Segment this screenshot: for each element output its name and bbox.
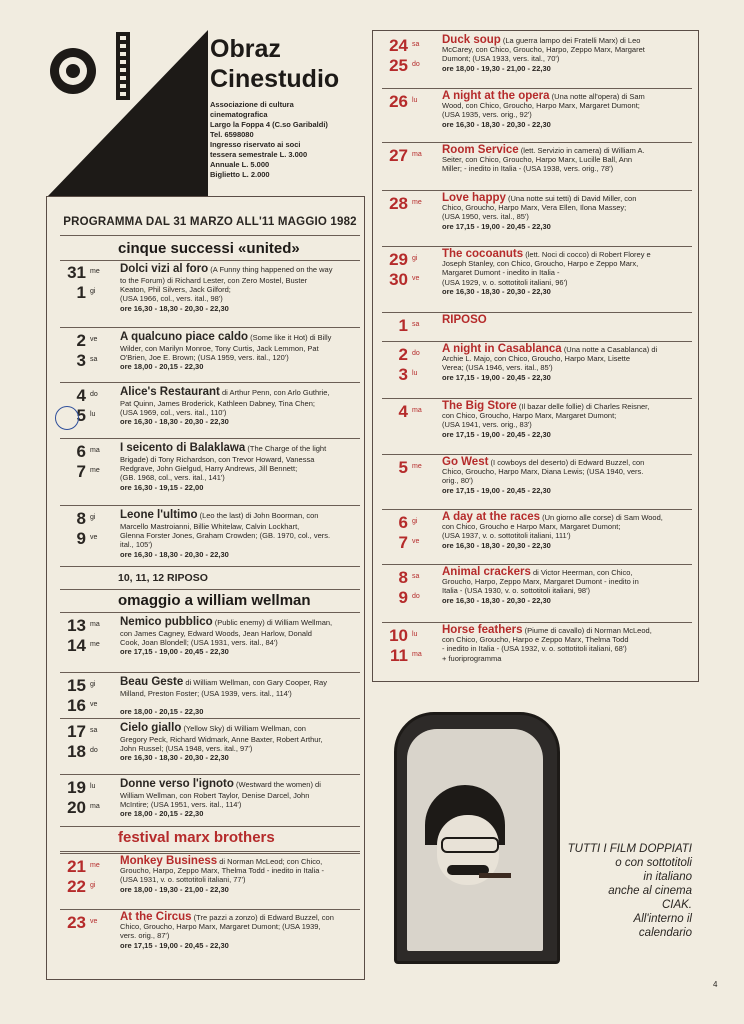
weekday: me <box>412 463 422 470</box>
weekday: do <box>412 350 420 357</box>
day-number: 23 <box>67 913 86 932</box>
film-title: Horse feathers <box>442 624 523 636</box>
program-entry <box>60 331 360 389</box>
entry-text <box>442 146 690 174</box>
film-desc: Chico, Groucho, Harpo Marx, Diana Lewis; (USA 1940, vers. <box>442 467 644 477</box>
film-desc: Redgrave, John Gielgud, Harry Andrews, Jill Bennett; <box>120 464 298 474</box>
program-entry <box>382 345 692 403</box>
pen-circle-mark <box>55 406 79 430</box>
film-desc: di Victor Heerman, con Chico, <box>532 568 633 577</box>
showtimes: ore 17,15 - 19,00 - 20,45 - 22,30 <box>442 221 551 231</box>
day-number: 25 <box>389 56 408 75</box>
film-desc: to the Forum) di Richard Lester, con Zero Mostel, Buster <box>120 276 308 285</box>
film-desc: (Leo the last) di John Boorman, con <box>199 511 319 520</box>
film-desc: + fuoriprogramma <box>442 653 502 663</box>
association-info: Associazione di cultura cinematografica Largo la Foppa 4 (C.so Garibaldi) Tel. 6598080 Ingresso riservato ai soci tessera semestrale L. 3.000 Annuale L. 5.000 Biglietto L. 2.000 <box>210 100 328 179</box>
weekday: gi <box>90 514 96 521</box>
entry-text <box>120 722 358 763</box>
film-desc: di Arthur Penn, con Arlo Guthrie, <box>221 388 330 397</box>
divider <box>382 190 692 191</box>
film-desc: (lett. Noci di cocco) di Robert Florey e <box>525 250 651 259</box>
film-title: Animal crackers <box>442 566 531 578</box>
film-desc: vers. orig., 87') <box>120 931 170 941</box>
day-number: 1 <box>76 283 86 302</box>
program-entry <box>382 626 692 684</box>
weekday: sa <box>412 321 420 328</box>
eye-logo-icon <box>50 48 96 94</box>
page-number: 4 <box>713 980 718 989</box>
day-number: 21 <box>67 857 86 876</box>
program-entry <box>60 857 360 915</box>
weekday: sa <box>90 356 98 363</box>
entry-dates <box>60 778 110 818</box>
entry-dates <box>382 568 432 608</box>
riposo-note: 10, 11, 12 RIPOSO <box>118 572 208 584</box>
film-desc: - inedito in Italia - (USA 1932, v. o. sottotitoli italiani, 68') <box>442 644 627 654</box>
showtimes: ore 17,15 - 19,00 - 20,45 - 22,30 <box>120 647 229 657</box>
day-number: 15 <box>67 676 86 695</box>
film-title: A night in Casablanca <box>442 343 562 355</box>
weekday: gi <box>90 288 96 295</box>
weekday: lu <box>412 97 418 104</box>
showtimes: ore 18,00 - 20,15 - 22,30 <box>120 362 204 372</box>
program-entry <box>60 386 360 444</box>
film-desc: Chico, Groucho, Harpo Marx, Vera Ellen, Ilona Massey; <box>442 203 627 213</box>
entry-dates <box>382 146 432 186</box>
showtimes: ore 16,30 - 18,30 - 20,30 - 22,30 <box>442 595 551 605</box>
film-title: Leone l'ultimo <box>120 509 198 521</box>
film-title: At the Circus <box>120 911 192 923</box>
film-title: The cocoanuts <box>442 248 524 260</box>
day-number: 17 <box>67 722 86 741</box>
divider <box>60 853 360 854</box>
weekday: ve <box>90 701 98 708</box>
divider <box>382 142 692 143</box>
showtimes: ore 16,30 - 18,30 - 20,30 - 22,30 <box>120 753 229 763</box>
entry-text <box>442 316 690 344</box>
film-title: Duck soup <box>442 34 501 46</box>
entry-dates <box>382 92 432 132</box>
filmstrip-icon <box>116 32 130 100</box>
film-desc: Pat Quinn, James Broderick, Kathleen Dabney, Tina Chen; <box>120 399 315 408</box>
film-title: Donne verso l'ignoto <box>120 778 234 790</box>
day-number: 26 <box>389 92 408 111</box>
weekday: ma <box>90 621 100 628</box>
film-title: The Big Store <box>442 400 517 412</box>
day-number: 20 <box>67 798 86 817</box>
divider <box>382 246 692 247</box>
day-number: 28 <box>389 194 408 213</box>
divider <box>382 509 692 510</box>
entry-text <box>442 194 690 231</box>
film-desc: (USA 1931, v. o. sottotitoli italiani, 77') <box>120 875 246 885</box>
program-entry <box>60 442 360 500</box>
film-desc: Glenna Forster Jones, Graham Crowden; (GB. 1970, col., vers. <box>120 531 331 541</box>
film-desc: Miller; - inedito in Italia - (USA 1938, vers. orig., 78') <box>442 164 614 174</box>
film-desc: (Public enemy) di William Wellman, <box>214 618 333 627</box>
film-desc: di Norman McLeod; con Chico, <box>219 857 323 866</box>
film-desc: con Chico, Groucho e Harpo Marx, Margaret Dumont; <box>442 522 621 532</box>
entry-dates <box>382 250 432 290</box>
film-desc: con Chico, Groucho, Harpo e Zeppo Marx, Thelma Todd <box>442 635 629 645</box>
showtimes: ore 17,15 - 19,00 - 20,45 - 22,30 <box>442 485 551 495</box>
entry-dates <box>60 263 110 303</box>
weekday: do <box>90 747 98 754</box>
divider <box>60 505 360 506</box>
divider <box>60 382 360 383</box>
weekday: gi <box>412 255 418 262</box>
divider <box>382 622 692 623</box>
program-entry <box>382 513 692 571</box>
section-united: cinque successi «united» <box>118 240 300 257</box>
weekday: lu <box>90 783 96 790</box>
day-number: 22 <box>67 877 86 896</box>
film-desc: McIntire; (USA 1951, vers. ital., 114') <box>120 800 242 810</box>
film-desc: Seiter, con Chico, Groucho, Harpo Marx, Lucille Ball, Ann <box>442 155 633 165</box>
film-desc: William Wellman, con Robert Taylor, Denise Darcel, John <box>120 791 310 800</box>
film-desc: con James Cagney, Edward Woods, Jean Harlow, Donald <box>120 629 312 638</box>
film-desc: (A Funny thing happened on the way <box>210 265 333 274</box>
divider <box>382 398 692 399</box>
film-desc: di William Wellman, con Gary Cooper, Ray <box>185 678 327 687</box>
day-number: 6 <box>76 442 86 461</box>
entry-text <box>120 616 358 657</box>
day-number: 2 <box>76 331 86 350</box>
showtimes: ore 18,00 - 20,15 - 22,30 <box>120 809 204 819</box>
showtimes: ore 18,00 - 20,15 - 22,30 <box>120 707 204 717</box>
film-desc: (La guerra lampo dei Fratelli Marx) di Leo <box>502 36 641 45</box>
film-title: Go West <box>442 456 489 468</box>
weekday: ve <box>412 538 420 545</box>
entry-dates <box>382 345 432 385</box>
film-title: Dolci vizi al foro <box>120 263 209 275</box>
divider <box>60 851 360 852</box>
program-entry <box>382 194 692 252</box>
film-desc: Italia - (USA 1930, v. o. sottotitoli italiani, 98') <box>442 586 591 596</box>
film-desc: (Una notte a Casablanca) di <box>563 345 658 354</box>
film-desc: Chico, Groucho, Harpo Marx, Margaret Dumont; (USA 1939, <box>120 922 321 932</box>
entry-dates <box>382 194 432 234</box>
weekday: lu <box>90 411 96 418</box>
divider <box>382 454 692 455</box>
program-headline: PROGRAMMA DAL 31 MARZO ALL'11 MAGGIO 1982 <box>63 216 357 228</box>
divider <box>60 235 360 236</box>
divider <box>382 341 692 342</box>
film-desc: (USA 1950, vers. ital., 85') <box>442 212 529 222</box>
weekday: me <box>90 467 100 474</box>
film-desc: (Piume di cavallo) di Norman McLeod, <box>524 626 652 635</box>
film-desc: (USA 1937, v. o. sottotitoli italiani, 111') <box>442 531 571 541</box>
program-entry <box>382 458 692 516</box>
film-desc: (USA 1941, vers. orig., 83') <box>442 420 532 430</box>
entry-dates <box>60 509 110 549</box>
day-number: 5 <box>76 406 86 425</box>
program-entry <box>382 402 692 460</box>
entry-text <box>120 778 358 819</box>
day-number: 8 <box>76 509 86 528</box>
entry-text <box>120 913 358 950</box>
weekday: me <box>90 862 100 869</box>
program-entry <box>60 913 360 971</box>
film-desc: McCarey, con Chico, Groucho, Harpo, Zeppo Marx, Margaret <box>442 45 645 55</box>
film-desc: (Una notte sui tetti) di David Miller, con <box>508 194 637 203</box>
film-title: A qualcuno piace caldo <box>120 331 249 343</box>
divider <box>60 672 360 673</box>
weekday: ve <box>90 336 98 343</box>
film-desc: orig., 80') <box>442 476 474 486</box>
film-desc: (Westward the women) di <box>236 780 321 789</box>
day-number: 8 <box>398 568 408 587</box>
day-number: 30 <box>389 270 408 289</box>
film-desc: Dumont; (USA 1933, vers. ital., 70') <box>442 54 560 64</box>
weekday: ve <box>90 918 98 925</box>
day-number: 19 <box>67 778 86 797</box>
film-desc: Wilder, con Marilyn Monroe, Tony Curtis, Jack Lemmon, Pat <box>120 344 319 353</box>
weekday: gi <box>90 882 96 889</box>
weekday: sa <box>412 41 420 48</box>
weekday: ma <box>412 407 422 414</box>
showtimes: ore 16,30 - 19,15 - 22,00 <box>120 482 204 492</box>
film-desc: (Yellow Sky) di William Wellman, con <box>183 724 306 733</box>
entry-text <box>442 345 690 382</box>
film-title: A day at the races <box>442 511 541 523</box>
divider <box>382 88 692 89</box>
entry-text <box>120 263 358 313</box>
groucho-photo <box>394 712 560 964</box>
film-desc: (Un giorno alle corse) di Sam Wood, <box>542 513 663 522</box>
film-desc: John Russel; (USA 1948, vers. ital., 97') <box>120 744 253 754</box>
day-number: 27 <box>389 146 408 165</box>
film-title: Alice's Restaurant <box>120 386 220 398</box>
weekday: gi <box>412 518 418 525</box>
program-entry <box>60 509 360 567</box>
weekday: me <box>90 641 100 648</box>
film-title: Beau Geste <box>120 676 184 688</box>
day-number: 31 <box>67 263 86 282</box>
weekday: lu <box>412 370 418 377</box>
film-desc: Joseph Stanley, con Chico, Groucho, Harpo e Zeppo Marx, <box>442 259 639 269</box>
dubbing-note: TUTTI I FILM DOPPIATI o con sottotitoli in italiano anche al cinema CIAK. All'interno il calendario <box>567 843 692 939</box>
film-title: Nemico pubblico <box>120 616 213 628</box>
entry-text <box>120 386 358 427</box>
divider <box>60 327 360 328</box>
day-number: 10 <box>389 626 408 645</box>
day-number: 1 <box>398 316 408 335</box>
film-desc: ital., 105') <box>120 540 153 550</box>
entry-dates <box>382 402 432 442</box>
entry-text <box>120 676 358 717</box>
film-desc: (Tre pazzi a zonzo) di Edward Buzzel, con <box>193 913 334 922</box>
entry-text <box>442 458 690 495</box>
divider <box>60 589 360 590</box>
entry-dates <box>60 857 110 897</box>
entry-text <box>442 568 690 605</box>
showtimes: ore 18,00 - 19,30 - 21,00 - 22,30 <box>120 884 229 894</box>
showtimes: ore 16,30 - 18,30 - 20,30 - 22,30 <box>120 303 229 313</box>
section-wellman: omaggio a william wellman <box>118 592 311 609</box>
film-title: Monkey Business <box>120 855 218 867</box>
day-number: 7 <box>76 462 86 481</box>
film-desc: (I cowboys del deserto) di Edward Buzzel, con <box>490 458 645 467</box>
film-title: Room Service <box>442 144 519 156</box>
day-number: 29 <box>389 250 408 269</box>
entry-text <box>120 331 358 372</box>
entry-dates <box>382 458 432 498</box>
weekday: ma <box>90 447 100 454</box>
weekday: ma <box>412 651 422 658</box>
entry-dates <box>382 513 432 553</box>
program-entry <box>382 568 692 626</box>
program-entry <box>60 616 360 674</box>
day-number: 3 <box>398 365 408 384</box>
film-desc: Margaret Dumont - inedito in Italia - <box>442 268 560 278</box>
film-desc: (GB. 1968, col., vers. ital., 141') <box>120 473 225 483</box>
film-desc: O'Brien, Joe E. Brown; (USA 1959, vers. ital., 120') <box>120 353 289 363</box>
film-desc: (USA 1929, v. o. sottotitoli italiani, 96') <box>442 277 568 287</box>
film-desc: (lett. Servizio in camera) di William A. <box>520 146 645 155</box>
day-number: 7 <box>398 533 408 552</box>
day-number: 9 <box>398 588 408 607</box>
film-title: Cielo giallo <box>120 722 182 734</box>
weekday: do <box>412 593 420 600</box>
film-desc: Gregory Peck, Richard Widmark, Anne Baxter, Robert Arthur, <box>120 735 323 744</box>
section-marx: festival marx brothers <box>118 829 275 846</box>
day-number: 14 <box>67 636 86 655</box>
film-desc: Archie L. Majo, con Chico, Groucho, Harpo Marx, Lisette <box>442 354 630 364</box>
film-desc: Keaton, Phil Silvers, Jack Gilford; <box>120 285 231 295</box>
day-number: 4 <box>398 402 408 421</box>
film-desc: (Una notte all'opera) di Sam <box>551 92 645 101</box>
divider <box>60 909 360 910</box>
film-desc: Groucho, Harpo, Zeppo Marx, Thelma Todd - inedito in Italia - <box>120 866 324 876</box>
entry-dates <box>60 722 110 762</box>
day-number: 11 <box>390 646 408 665</box>
film-desc: (USA 1935, vers. orig., 92') <box>442 110 532 120</box>
film-desc: (Some like it Hot) di Billy <box>250 333 332 342</box>
entry-dates <box>60 442 110 482</box>
entry-dates <box>60 913 110 953</box>
film-desc: (USA 1966, col., vers. ital., 98') <box>120 294 223 304</box>
film-title: RIPOSO <box>442 314 487 326</box>
film-desc: Marcello Mastroianni, Billie Whitelaw, Calvin Lockhart, <box>120 522 300 531</box>
divider <box>60 612 360 613</box>
weekday: ve <box>412 275 420 282</box>
showtimes: ore 16,30 - 18,30 - 20,30 - 22,30 <box>120 549 229 559</box>
day-number: 4 <box>76 386 86 405</box>
film-desc: Groucho, Harpo, Zeppo Marx, Margaret Dumont - inedito in <box>442 577 639 587</box>
showtimes: ore 16,30 - 18,30 - 20,30 - 22,30 <box>442 286 551 296</box>
divider <box>60 774 360 775</box>
entry-dates <box>382 626 432 666</box>
day-number: 6 <box>398 513 408 532</box>
entry-text <box>442 250 690 296</box>
film-title: A night at the opera <box>442 90 550 102</box>
film-desc: Verea; (USA 1946, vers. ital., 85') <box>442 363 553 373</box>
program-entry <box>60 263 360 321</box>
film-title: I seicento di Balaklawa <box>120 442 246 454</box>
day-number: 13 <box>67 616 86 635</box>
program-entry <box>60 778 360 836</box>
entry-text <box>442 626 690 663</box>
day-number: 9 <box>76 529 86 548</box>
showtimes: ore 17,15 - 19,00 - 20,45 - 22,30 <box>442 372 551 382</box>
weekday: sa <box>90 727 98 734</box>
entry-dates <box>60 616 110 656</box>
entry-text <box>120 442 358 492</box>
film-desc: Brigade) di Tony Richardson, con Trevor Howard, Vanessa <box>120 455 315 464</box>
entry-dates <box>60 676 110 716</box>
film-desc: Milland, Preston Foster; (USA 1939, vers. ital., 114') <box>120 689 292 698</box>
divider <box>60 438 360 439</box>
showtimes: ore 17,15 - 19,00 - 20,45 - 22,30 <box>442 429 551 439</box>
weekday: me <box>412 199 422 206</box>
day-number: 3 <box>76 351 86 370</box>
showtimes: ore 17,15 - 19,00 - 20,45 - 22,30 <box>120 940 229 950</box>
showtimes: ore 16,30 - 18,30 - 20,30 - 22,30 <box>442 119 551 129</box>
day-number: 16 <box>67 696 86 715</box>
day-number: 2 <box>398 345 408 364</box>
entry-dates <box>382 36 432 76</box>
weekday: ve <box>90 534 98 541</box>
film-desc: Wood, con Chico, Groucho, Harpo Marx, Margaret Dumont; <box>442 101 640 111</box>
film-desc: (Il bazar delle follie) di Charles Reisner, <box>518 402 650 411</box>
film-title: Love happy <box>442 192 506 204</box>
divider <box>60 260 360 261</box>
weekday: me <box>90 268 100 275</box>
film-desc: con Chico, Groucho, Harpo Marx, Margaret Dumont; <box>442 411 617 421</box>
divider <box>382 312 692 313</box>
divider <box>60 566 360 567</box>
showtimes: ore 18,00 - 19,30 - 21,00 - 22,30 <box>442 63 551 73</box>
film-desc: (USA 1969, col., vers. ital., 110') <box>120 408 227 418</box>
showtimes: ore 16,30 - 18,30 - 20,30 - 22,30 <box>442 540 551 550</box>
entry-text <box>442 36 690 73</box>
program-entry <box>382 36 692 94</box>
weekday: lu <box>412 631 418 638</box>
entry-text <box>120 857 358 894</box>
weekday: do <box>412 61 420 68</box>
divider <box>382 564 692 565</box>
program-entry <box>382 250 692 308</box>
day-number: 18 <box>67 742 86 761</box>
entry-text <box>442 402 690 439</box>
entry-text <box>120 509 358 559</box>
weekday: do <box>90 391 98 398</box>
weekday: gi <box>90 681 96 688</box>
day-number: 24 <box>389 36 408 55</box>
day-number: 5 <box>398 458 408 477</box>
showtimes: ore 16,30 - 18,30 - 20,30 - 22,30 <box>120 417 229 427</box>
divider <box>60 826 360 827</box>
entry-dates <box>60 331 110 371</box>
weekday: ma <box>412 151 422 158</box>
program-entry <box>60 722 360 780</box>
weekday: sa <box>412 573 420 580</box>
film-desc: (The Charge of the light <box>247 444 327 453</box>
brand-title: Obraz Cinestudio <box>210 35 340 93</box>
weekday: ma <box>90 803 100 810</box>
entry-text <box>442 92 690 129</box>
divider <box>60 718 360 719</box>
film-desc: Cook, Joan Blondell; (USA 1931, vers. ital., 84') <box>120 638 278 648</box>
entry-text <box>442 513 690 550</box>
